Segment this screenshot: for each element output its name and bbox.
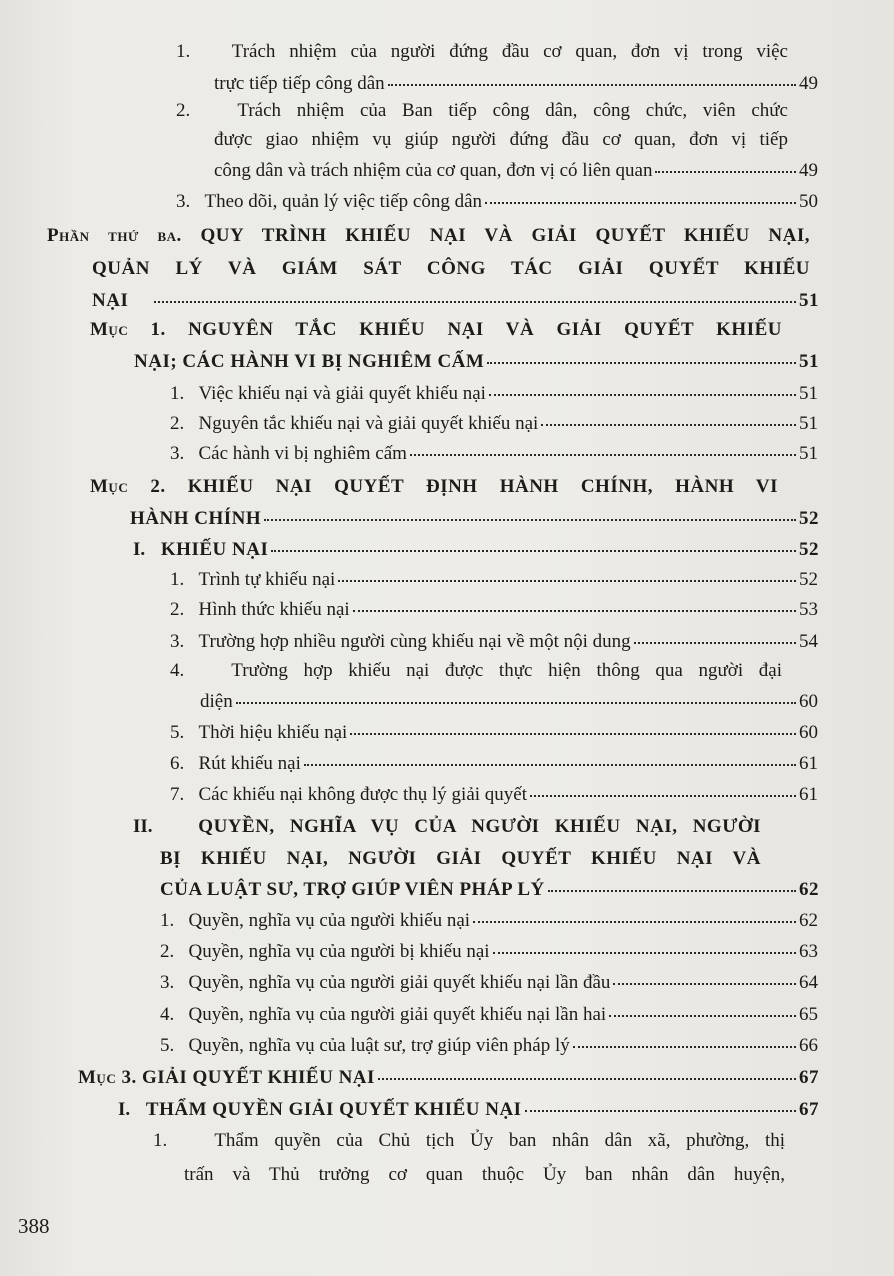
entry-number: 7. — [170, 784, 185, 805]
entry-text: Nguyên tắc khiếu nại và giải quyết khiếu nại — [198, 413, 539, 434]
heading-text: NẠI — [92, 290, 129, 311]
dot-leader — [473, 921, 796, 923]
toc-entry-line — [184, 1165, 785, 1184]
toc-entry — [170, 570, 818, 589]
dot-leader — [609, 1015, 796, 1017]
page-number: 388 — [18, 1214, 50, 1238]
entry-text: trực tiếp tiếp công dân — [214, 73, 385, 94]
entry-text: diện — [200, 691, 233, 712]
entry-text: Các hành vi bị nghiêm cấm — [198, 443, 407, 464]
entry-text: Trường hợp nhiều người cùng khiếu nại về một nội dung — [198, 631, 631, 652]
entry-page: 53 — [799, 599, 818, 620]
entry-text: Quyền, nghĩa vụ của người khiếu nại — [188, 910, 471, 931]
heading-text: BỊ KHIẾU NẠI, NGƯỜI GIẢI QUYẾT KHIẾU NẠI VÀ — [160, 848, 761, 869]
heading-text: HÀNH CHÍNH — [130, 508, 262, 529]
entry-page: 65 — [799, 1004, 818, 1025]
toc-entry-line — [200, 692, 818, 711]
heading-text: Mục 3. GIẢI QUYẾT KHIẾU NẠI — [78, 1067, 375, 1088]
section-heading — [90, 477, 778, 496]
heading-text: KHIẾU NẠI — [160, 539, 269, 560]
entry-page: 60 — [799, 722, 818, 743]
toc-entry — [176, 101, 788, 120]
dot-leader — [541, 424, 796, 426]
entry-text: Việc khiếu nại và giải quyết khiếu nại — [198, 383, 486, 404]
toc-entry — [170, 600, 818, 619]
entry-page: 60 — [799, 691, 818, 712]
toc-entry — [170, 754, 818, 773]
entry-page: 52 — [799, 569, 818, 590]
dot-leader — [271, 550, 796, 552]
section-heading — [90, 320, 782, 339]
dot-leader — [525, 1110, 796, 1112]
toc-entry — [170, 632, 818, 651]
entry-text: Quyền, nghĩa vụ của người bị khiếu nại — [188, 941, 490, 962]
entry-page: 62 — [799, 910, 818, 931]
dot-leader — [264, 519, 796, 521]
entry-text: Quyền, nghĩa vụ của luật sư, trợ giúp viên pháp lý — [188, 1035, 570, 1056]
toc-entry — [176, 192, 818, 211]
entry-number: 2. — [176, 100, 191, 121]
entry-number: 5. — [170, 722, 185, 743]
entry-text: Thời hiệu khiếu nại — [198, 722, 348, 743]
entry-text: Quyền, nghĩa vụ của người giải quyết khiếu nại lần đầu — [188, 972, 611, 993]
entry-number: 6. — [170, 753, 185, 774]
part-heading-line — [92, 259, 810, 278]
entry-text: Trách nhiệm của Ban tiếp công dân, công chức, viên chức — [237, 100, 788, 121]
toc-entry — [160, 973, 818, 992]
entry-page: 62 — [799, 879, 819, 900]
heading-text: NẠI; CÁC HÀNH VI BỊ NGHIÊM CẤM — [134, 351, 485, 372]
entry-page: 51 — [799, 413, 818, 434]
part-heading-line — [92, 291, 819, 310]
entry-text: được giao nhiệm vụ giúp người đứng đầu cơ quan, đơn vị tiếp — [214, 129, 788, 150]
toc-entry — [214, 74, 818, 93]
toc-entry — [160, 1036, 818, 1055]
heading-text: CỦA LUẬT SƯ, TRỢ GIÚP VIÊN PHÁP LÝ — [160, 879, 545, 900]
toc-entry — [153, 1131, 785, 1150]
entry-number: I. — [133, 539, 146, 560]
entry-page: 66 — [799, 1035, 818, 1056]
dot-leader — [634, 642, 796, 644]
toc-entry — [170, 414, 818, 433]
entry-number: 3. — [160, 972, 175, 993]
entry-text: Rút khiếu nại — [198, 753, 301, 774]
dot-leader — [378, 1078, 796, 1080]
entry-page: 61 — [799, 784, 818, 805]
subsection-heading — [133, 817, 761, 836]
dot-leader — [236, 702, 796, 704]
dot-leader — [338, 580, 796, 582]
section-heading — [78, 1068, 819, 1087]
toc-entry — [170, 785, 818, 804]
entry-text: Quyền, nghĩa vụ của người giải quyết khiếu nại lần hai — [188, 1004, 607, 1025]
dot-leader — [388, 84, 796, 86]
entry-page: 51 — [799, 351, 819, 372]
dot-leader — [489, 394, 796, 396]
dot-leader — [485, 202, 796, 204]
toc-entry — [160, 1005, 818, 1024]
entry-number: II. — [133, 816, 153, 837]
entry-page: 49 — [799, 160, 818, 181]
entry-text: công dân và trách nhiệm của cơ quan, đơn vị có liên quan — [214, 160, 653, 181]
dot-leader — [530, 795, 796, 797]
toc-entry — [170, 444, 818, 463]
toc-entry — [214, 161, 818, 180]
entry-text: Hình thức khiếu nại — [198, 599, 350, 620]
dot-leader — [655, 171, 796, 173]
dot-leader — [613, 983, 796, 985]
dot-leader — [573, 1046, 796, 1048]
toc-entry — [160, 911, 818, 930]
entry-number: 4. — [160, 1004, 175, 1025]
entry-number: 3. — [170, 443, 185, 464]
entry-number: 1. — [176, 41, 191, 62]
entry-text: Trách nhiệm của người đứng đầu cơ quan, đơn vị trong việc — [231, 41, 788, 62]
section-heading-line — [134, 352, 819, 371]
heading-text: Mục 2. KHIẾU NẠI QUYẾT ĐỊNH HÀNH CHÍNH, HÀNH VI — [90, 476, 778, 497]
entry-number: 3. — [170, 631, 185, 652]
entry-number: 1. — [170, 383, 185, 404]
entry-number: 2. — [170, 599, 185, 620]
heading-text: QUẢN LÝ VÀ GIÁM SÁT CÔNG TÁC GIẢI QUYẾT KHIẾU — [92, 258, 810, 279]
entry-number: I. — [118, 1099, 131, 1120]
entry-page: 49 — [799, 73, 818, 94]
dot-leader — [487, 362, 796, 364]
entry-page: 54 — [799, 631, 818, 652]
entry-page: 63 — [799, 941, 818, 962]
subsection-heading — [118, 1100, 819, 1119]
toc-entry-line — [214, 130, 788, 149]
entry-text: Trường hợp khiếu nại được thực hiện thông qua người đại — [231, 660, 783, 681]
toc-entry — [170, 723, 818, 742]
subsection-heading — [133, 540, 819, 559]
entry-page: 64 — [799, 972, 818, 993]
heading-text: THẨM QUYỀN GIẢI QUYẾT KHIẾU NẠI — [145, 1099, 522, 1120]
heading-text: Phần thứ ba. QUY TRÌNH KHIẾU NẠI VÀ GIẢI QUYẾT KHIẾU NẠI, — [47, 225, 810, 246]
entry-number: 1. — [170, 569, 185, 590]
subsection-heading-line — [160, 849, 761, 868]
dot-leader — [493, 952, 796, 954]
entry-page: 51 — [799, 290, 819, 311]
heading-text: QUYỀN, NGHĨA VỤ CỦA NGƯỜI KHIẾU NẠI, NGƯỜI — [198, 816, 761, 837]
subsection-heading-line — [160, 880, 819, 899]
dot-leader — [304, 764, 796, 766]
dot-leader — [410, 454, 796, 456]
entry-page: 50 — [799, 191, 818, 212]
toc-entry — [170, 384, 818, 403]
entry-number: 2. — [170, 413, 185, 434]
heading-text: Mục 1. NGUYÊN TẮC KHIẾU NẠI VÀ GIẢI QUYẾT KHIẾU — [90, 319, 782, 340]
entry-number: 1. — [153, 1130, 168, 1151]
entry-text: Trình tự khiếu nại — [198, 569, 336, 590]
entry-text: Thẩm quyền của Chủ tịch Ủy ban nhân dân xã, phường, thị — [214, 1130, 785, 1151]
entry-number: 3. — [176, 191, 191, 212]
entry-number: 1. — [160, 910, 175, 931]
dot-leader — [154, 301, 796, 303]
entry-page: 51 — [799, 383, 818, 404]
entry-number: 2. — [160, 941, 175, 962]
entry-text: Theo dõi, quản lý việc tiếp công dân — [204, 191, 483, 212]
entry-number: 4. — [170, 660, 185, 681]
entry-page: 67 — [799, 1067, 819, 1088]
dot-leader — [350, 733, 796, 735]
section-heading-line — [130, 509, 819, 528]
dot-leader — [353, 610, 796, 612]
part-heading — [47, 226, 810, 245]
entry-page: 61 — [799, 753, 818, 774]
entry-text: trấn và Thủ trưởng cơ quan thuộc Ủy ban nhân dân huyện, — [184, 1164, 785, 1185]
dot-leader — [548, 890, 796, 892]
entry-page: 51 — [799, 443, 818, 464]
entry-text: Các khiếu nại không được thụ lý giải quyết — [198, 784, 528, 805]
entry-number: 5. — [160, 1035, 175, 1056]
toc-entry — [176, 42, 788, 61]
entry-page: 52 — [799, 508, 819, 529]
toc-entry — [160, 942, 818, 961]
entry-page: 52 — [799, 539, 819, 560]
entry-page: 67 — [799, 1099, 819, 1120]
toc-entry — [170, 661, 782, 680]
